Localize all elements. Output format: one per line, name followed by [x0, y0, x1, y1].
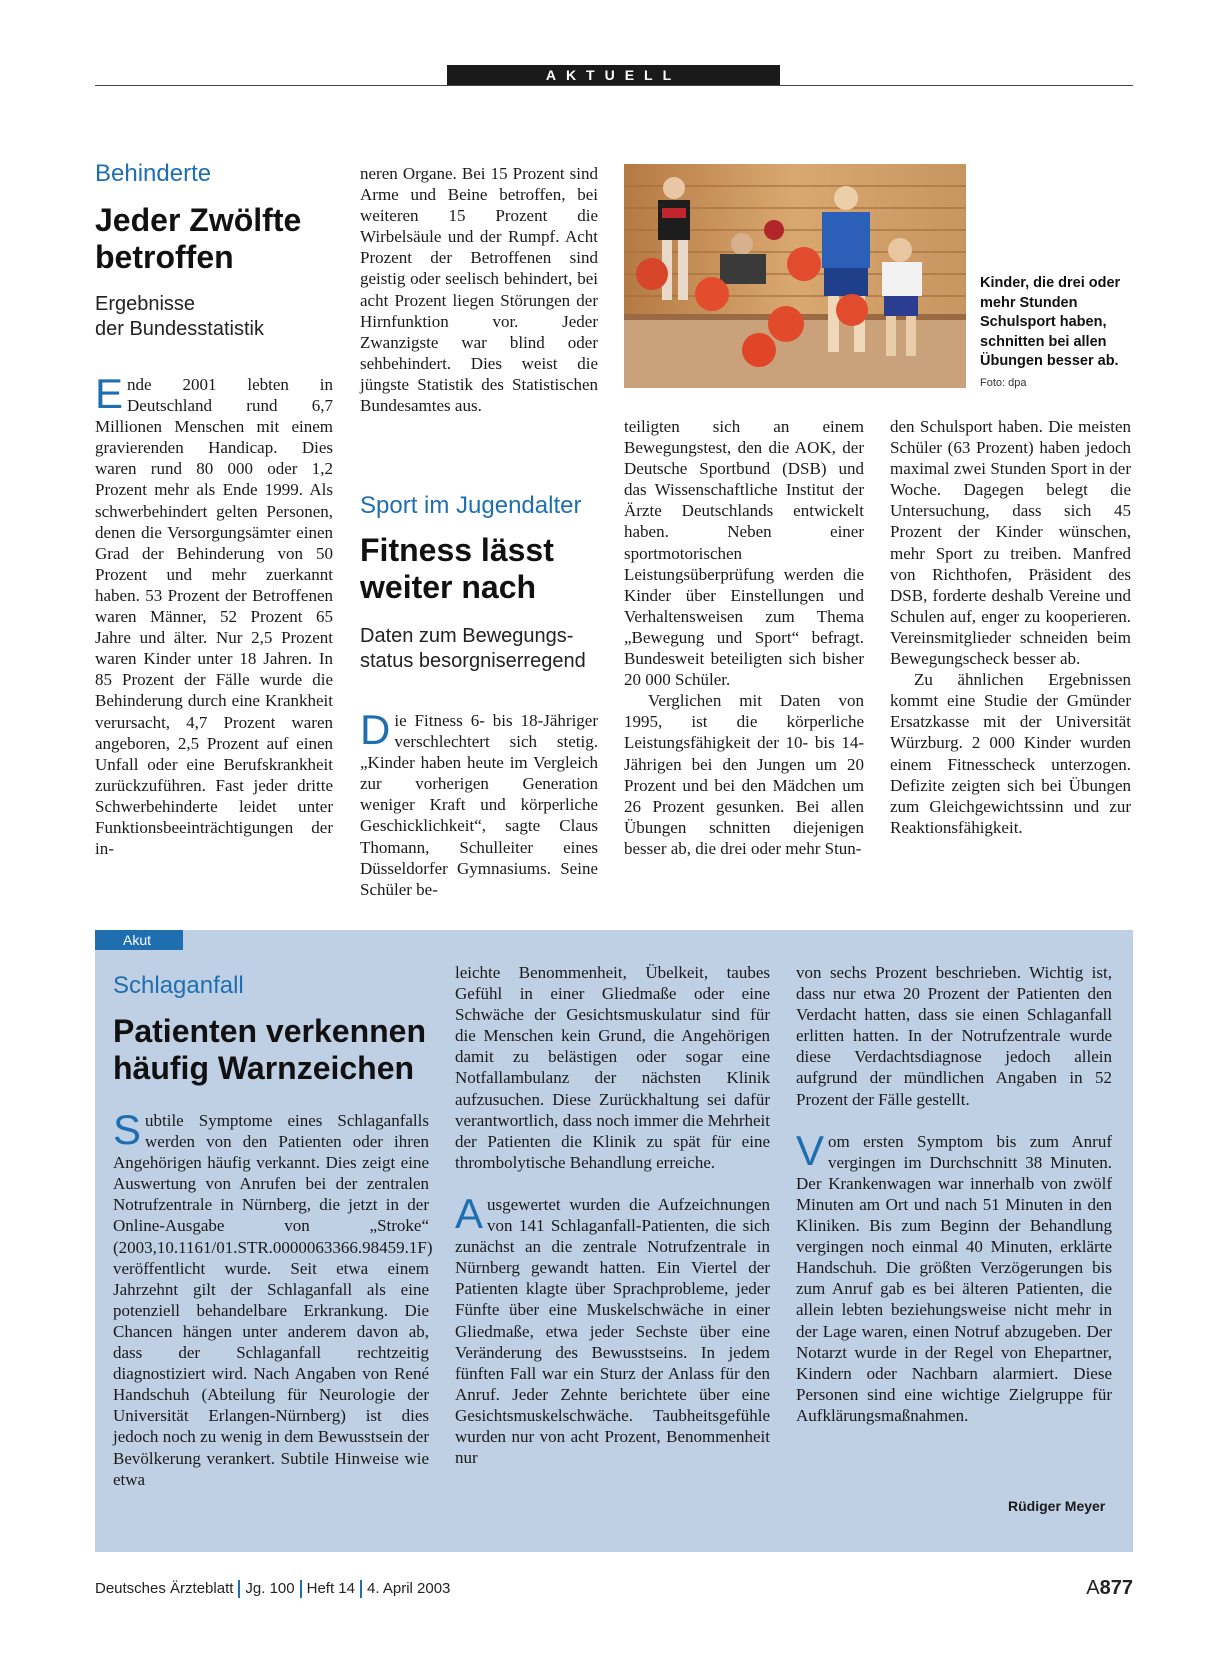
- article2-col3-p2: Verglichen mit Daten von 1995, ist die körperliche Leistungsfähigkeit der 10- bis 14-Jährigen bei den Jungen um 20 Prozent und bei den Mädchen um 26 Prozent gesunken. Bei allen Übungen schnitten diejenigen besser ab, die drei oder mehr Stun-: [624, 691, 864, 858]
- article2-headline-line2: weiter nach: [360, 569, 537, 605]
- article2-column1: [360, 706, 598, 900]
- article2-kicker: Sport im Jugendalter: [360, 492, 582, 519]
- section-header: AKTUELL: [447, 65, 780, 85]
- footer-date: 4. April 2003: [367, 1580, 451, 1597]
- article1-column2: [360, 163, 598, 416]
- article1-deck-line2: der Bundesstatistik: [95, 318, 264, 340]
- article2-column3: [890, 416, 1131, 838]
- article3-dropcap-a: A: [455, 1189, 484, 1237]
- top-rule: [95, 85, 1133, 86]
- footer-citation: [95, 1580, 450, 1598]
- article1-col1-text: nde 2001 lebten in Deutschland rund 6,7 Millionen Menschen mit einem gravierenden Handicap. Dies waren rund 80 000 oder 1,2 Prozent mehr als Ende 1999. Als schwerbehindert gelten Personen, denen die Versorgungsämter einen Grad der Behinderung von 50 Prozent und mehr zuerkannt haben. 53 Prozent der Betroffenen waren Männer, 52 Prozent 65 Jahre und älter. Nur 2,5 Prozent waren Kinder unter 18 Jahren. In 85 Prozent der Fälle wurde die Behinderung durch eine Krankheit verursacht, 4,7 Prozent waren angeboren, 2,5 Prozent auf einen Unfall oder eine Berufskrankheit zurückzuführen. Fast jeder dritte Schwerbehinderte leidet unter Funktionsbeeinträchtigungen der in-: [95, 375, 333, 859]
- article3-headline: [113, 1013, 426, 1087]
- article3-column3: [796, 962, 1112, 1426]
- page-number: [1086, 1577, 1133, 1600]
- article2-deck: [360, 624, 586, 674]
- article3-col2-p1: leichte Benommenheit, Übelkeit, taubes Gefühl in einer Gliedmaße oder eine Schwäche der Gesichtsmuskulatur sind für die Menschen kein Grund, die Angehörigen damit zu belästigen oder sogar eine Notfallambulanz der nächsten Klinik aufzusuchen. Diese Zurückhaltung sei dafür verantwortlich, dass noch immer die Mehrheit der Patienten die Klinik zu spät für eine thrombolytische Behandlung erreiche.: [455, 963, 770, 1172]
- article3-dropcap-v: V: [796, 1126, 825, 1174]
- akut-tag: Akut: [95, 930, 183, 950]
- footer-journal: Deutsches Ärzteblatt: [95, 1580, 234, 1597]
- article2-dropcap: D: [360, 706, 391, 753]
- article1-kicker: Behinderte: [95, 160, 212, 187]
- article2-column2: [624, 416, 864, 859]
- article3-headline-line2: häufig Warnzeichen: [113, 1050, 415, 1086]
- footer-issue: Heft 14: [306, 1580, 355, 1597]
- article3-kicker: Schlaganfall: [113, 972, 244, 999]
- article3-column2: [455, 962, 770, 1468]
- article3-headline-line1: Patienten verkennen: [113, 1013, 426, 1049]
- article1-col2-text: neren Organe. Bei 15 Prozent sind Arme und Beine betroffen, bei weiteren 15 Prozent die Wirbelsäule und der Rumpf. Acht Prozent der Betroffenen sind geistig oder seelisch behindert, bei acht Prozent liegen Störungen der Hirnfunktion vor. Jeder Zwanzigste war blind oder sehbehindert. Dies weist die jüngste Statistik des Statistischen Bundesamtes aus.: [360, 164, 598, 416]
- page-number-value: 877: [1099, 1577, 1133, 1599]
- article1-column1: [95, 370, 333, 859]
- article1-dropcap: E: [95, 370, 124, 417]
- article1-deck: [95, 292, 264, 342]
- article3-dropcap-s: S: [113, 1106, 142, 1153]
- article2-col4-p2: Zu ähnlichen Ergebnissen kommt eine Studie der Gmünder Ersatzkasse mit der Universität Würzburg. 2 000 Kinder wurden einem Fitnesscheck unterzogen. Defizite zeigten sich bei Übungen zum Gleichgewichtssinn und zur Reaktionsfähigkeit.: [890, 670, 1131, 837]
- photo-credit: Foto: dpa: [980, 377, 1027, 389]
- footer-volume: Jg. 100: [245, 1580, 295, 1597]
- photo-children-sport: [624, 164, 966, 388]
- article3-author: Rüdiger Meyer: [1008, 1498, 1106, 1514]
- photo-illustration: [624, 164, 966, 388]
- article2-col3-p1: teiligten sich an einem Bewegungstest, den die AOK, der Deutsche Sportbund (DSB) und das Wissenschaftliche Institut der Ärzte Deutschlands entwickelt haben. Neben einer sportmotorischen Leistungsüberprüfung werden die Kinder über Einstellungen und Verhaltensweisen zum Thema „Bewegung und Sport“ befragt. Bundesweit beteiligten sich bisher 20 000 Schüler.: [624, 417, 864, 690]
- footer-separator: [300, 1580, 302, 1598]
- article3-col3-p2: om ersten Symptom bis zum Anruf vergingen im Durchschnitt 38 Minuten. Der Krankenwagen war innerhalb von zwölf Minuten am Ort und nach 51 Minuten in den Kliniken. Bis zum Beginn der Behandlung vergingen noch einmal 40 Minuten, erklärte Handschuh. Die größten Verzögerungen bis zum Anruf gab es bei älteren Patienten, die allein lebten beziehungsweise nicht mehr in der Lage waren, einen Notruf abzugeben. Der Notarzt wurde in der Regel von Ehepartner, Kindern oder Nachbarn alarmiert. Diese Personen sind eine wichtige Zielgruppe für Aufklärungsmaßnahmen.: [796, 1131, 1112, 1425]
- article2-deck-line2: status besorgniserregend: [360, 650, 586, 672]
- article1-headline-line2: betroffen: [95, 239, 234, 275]
- article2-headline-line1: Fitness lässt: [360, 532, 554, 568]
- article2-deck-line1: Daten zum Bewegungs-: [360, 625, 574, 647]
- article3-column1: [113, 1106, 433, 1490]
- page-prefix: A: [1086, 1577, 1100, 1599]
- article1-deck-line1: Ergebnisse: [95, 293, 196, 315]
- article1-headline: [95, 202, 301, 276]
- article3-col2-p2: usgewertet wurden die Aufzeichnungen von 141 Schlaganfall-Patienten, die sich zunächst an die zentrale Notrufzentrale in Nürnberg gewandt hatten. Ein Viertel der Patienten klagte über Sprachprobleme, jeder Fünfte über eine Muskelschwäche in einer Gliedmaße, etwa jeder Sechste über eine Veränderung des Bewusstseins. In jedem fünften Fall war ein Sturz der Anlass für den Anruf. Jeder Zehnte berichtete über eine Gesichtsmuskelschwäche. Taubheitsgefühle wurden nur von acht Prozent, Benommenheit nur: [455, 1194, 770, 1468]
- article2-col2-text: ie Fitness 6- bis 18-Jähriger verschlechtert sich stetig. „Kinder haben heute im Vergleich zur vorherigen Generation weniger Kraft und körperliche Geschicklichkeit“, sagte Claus Thomann, Schulleiter eines Düsseldorfer Gymnasiums. Seine Schüler be-: [360, 711, 598, 899]
- footer-separator: [360, 1580, 362, 1598]
- footer-separator: [238, 1580, 240, 1598]
- article2-col4-p1: den Schulsport haben. Die meisten Schüler (63 Prozent) haben jedoch maximal zwei Stunden Sport in der Woche. Dagegen belegt die Untersuchung, dass sich 45 Prozent der Kinder wünschen, mehr Sport zu treiben. Manfred von Richthofen, Präsident des DSB, forderte deshalb Vereine und Schulen auf, enger zu kooperieren. Vereinsmitglieder schneiden beim Bewegungscheck besser ab.: [890, 417, 1131, 669]
- article2-headline: [360, 532, 554, 606]
- article3-col3-p1: von sechs Prozent beschrieben. Wichtig ist, dass nur etwa 20 Prozent der Patienten den Verdacht hatten, dass sie einen Schlaganfall erlitten hatten. In der Notrufzentrale wurde diese Verdachtsdiagnose jedoch allein aufgrund der mündlichen Angaben in 52 Prozent der Fälle gestellt.: [796, 963, 1112, 1109]
- photo-caption: Kinder, die drei oder mehr Stunden Schulsport haben, schnitten bei allen Übungen besser ab.: [980, 275, 1121, 369]
- article1-headline-line1: Jeder Zwölfte: [95, 202, 302, 238]
- article3-col1-text: ubtile Symptome eines Schlaganfalls werden von den Patienten oder ihren Angehörigen häufig verkannt. Dies zeigt eine Auswertung von Anrufen bei der zentralen Notrufzentrale in Nürnberg, die jetzt in der Online-Ausgabe von „Stroke“ (2003,10.1161/01.STR.0000063366.98459.1F) veröffentlicht wurde. Seit etwa einem Jahrzehnt gilt der Schlaganfall als eine potenziell behandelbare Erkrankung. Die Chancen hängen unter anderem davon ab, dass der Schlaganfall rechtzeitig diagnostiziert wird. Nach Angaben von René Handschuh (Abteilung für Neurologie der Universität Erlangen-Nürnberg) ist dies jedoch noch zu wenig in dem Bewusstsein der Bevölkerung verankert. Subtile Hinweise wie etwa: [113, 1111, 433, 1489]
